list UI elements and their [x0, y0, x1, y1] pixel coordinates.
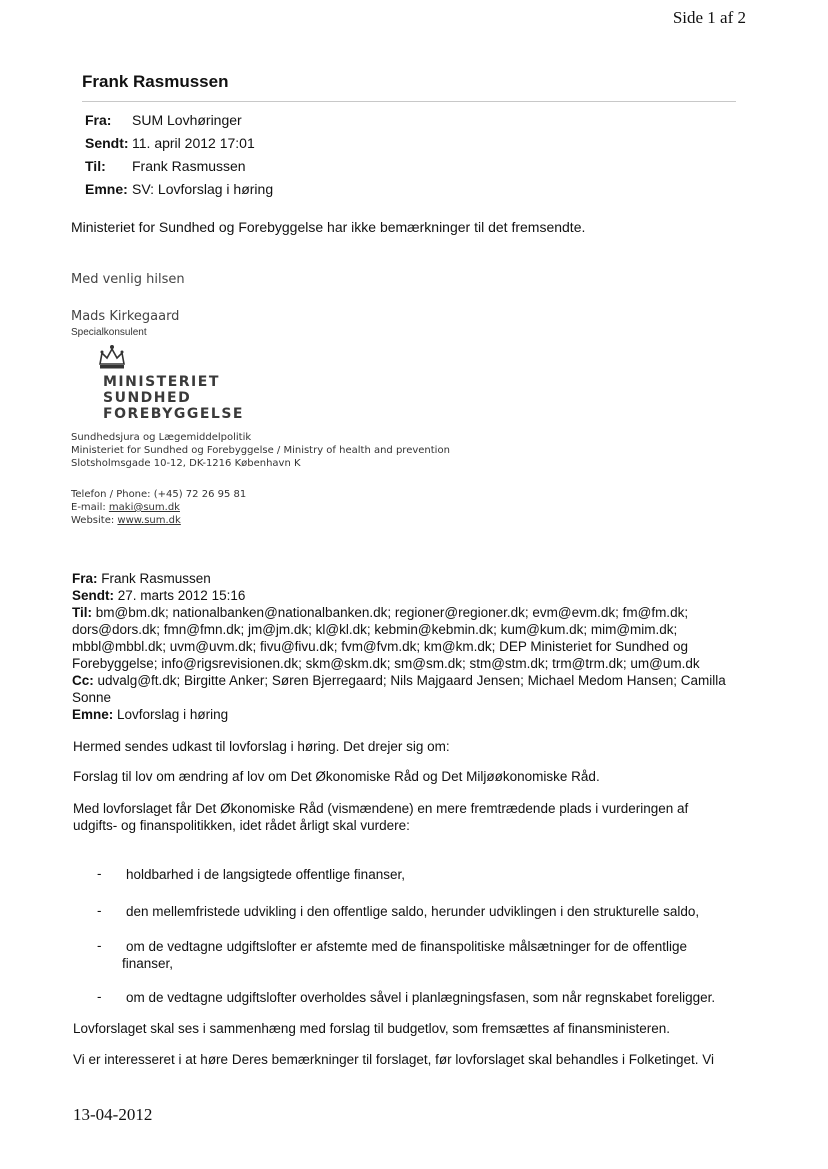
bullet-item-3-line-2: finanser, — [122, 956, 174, 971]
fwd-to-line-4: Forebyggelse; info@rigsrevisionen.dk; skm@skm.dk; sm@sm.dk; stm@stm.dk; trm@trm.dk; um@um.dk — [72, 656, 700, 671]
to-label: Til: — [85, 158, 106, 174]
sent-value: 11. april 2012 17:01 — [132, 135, 255, 151]
fwd-to-line-1: bm@bm.dk; nationalbanken@nationalbanken.dk; regioner@regioner.dk; evm@evm.dk; fm@fm.dk; — [95, 605, 689, 620]
bullet-item-3-line-1: om de vedtagne udgiftslofter er afstemte med de finanspolitiske målsætninger for de offentlige — [126, 939, 688, 954]
fwd-sent-label: Sendt: — [72, 588, 114, 603]
paragraph-intro: Hermed sendes udkast til lovforslag i høring. Det drejer sig om: — [73, 739, 450, 754]
bullet-item-2: den mellemfristede udvikling i den offentlige saldo, herunder udviklingen i den strukturelle saldo, — [126, 904, 700, 919]
bullet-dash-2: - — [97, 903, 102, 918]
paragraph-description — [73, 800, 753, 834]
fwd-from-label: Fra: — [72, 571, 98, 586]
logo-line-2: SUNDHED — [103, 390, 192, 406]
sent-label: Sendt: — [85, 135, 129, 151]
signature-address: Slotsholmsgade 10-12, DK-1216 København K — [71, 458, 301, 469]
bullet-dash-1: - — [97, 866, 102, 881]
bullet-item-1: holdbarhed i de langsigtede offentlige finanser, — [126, 867, 405, 882]
to-value: Frank Rasmussen — [132, 158, 246, 174]
fwd-cc-label: Cc: — [72, 673, 94, 688]
forwarded-sent — [72, 587, 752, 604]
subject-label: Emne: — [85, 181, 128, 197]
forwarded-subject — [72, 706, 752, 723]
sender-name: Frank Rasmussen — [82, 72, 229, 91]
logo-line-1: MINISTERIET — [103, 374, 220, 390]
signature-org-info — [71, 431, 450, 470]
forwarded-header — [72, 570, 752, 723]
forwarded-cc — [72, 672, 752, 689]
signature-name: Mads Kirkegaard — [71, 309, 180, 324]
signature-email-line — [71, 501, 246, 514]
bullet-dash-4: - — [97, 989, 102, 1004]
fwd-to-line-2: dors@dors.dk; fmn@fmn.dk; jm@jm.dk; kl@kl.dk; kebmin@kebmin.dk; kum@kum.dk; mim@mim.dk; — [72, 622, 678, 637]
signature-regards: Med venlig hilsen — [71, 272, 185, 287]
fwd-subject-label: Emne: — [72, 707, 114, 722]
page-number: Side 1 af 2 — [672, 8, 746, 27]
reply-body: Ministeriet for Sundhed og Forebyggelse har ikke bemærkninger til det fremsendte. — [71, 219, 586, 235]
fwd-subject-value: Lovforslag i høring — [117, 707, 229, 722]
website-label: Website: — [71, 515, 118, 526]
paragraph-description-line-2: udgifts- og finanspolitikken, idet rådet årligt skal vurdere: — [73, 818, 410, 833]
paragraph-description-line-1: Med lovforslaget får Det Økonomiske Råd (vismændene) en mere fremtrædende plads i vurderingen af — [73, 801, 689, 816]
email-link[interactable]: maki@sum.dk — [108, 502, 180, 513]
fwd-cc-line-2: Sonne — [72, 690, 112, 705]
signature-website-line — [71, 514, 246, 527]
email-label: E-mail: — [71, 502, 109, 513]
fwd-sent-value: 27. marts 2012 15:16 — [117, 588, 246, 603]
fwd-to-line-3: mbbl@mbbl.dk; uvm@uvm.dk; fivu@fivu.dk; fvm@fvm.dk; km@km.dk; DEP Ministeriet for Sundhed og — [72, 639, 688, 654]
forwarded-from — [72, 570, 752, 587]
signature-ministry: Ministeriet for Sundhed og Forebyggelse / Ministry of health and prevention — [71, 445, 450, 456]
website-link[interactable]: www.sum.dk — [117, 515, 181, 526]
header-sent — [85, 135, 255, 151]
from-value: SUM Lovhøringer — [132, 112, 242, 128]
paragraph-law-title: Forslag til lov om ændring af lov om Det Økonomiske Råd og Det Miljøøkonomiske Råd. — [73, 769, 600, 784]
forwarded-to — [72, 604, 752, 621]
fwd-to-label: Til: — [72, 605, 92, 620]
fwd-cc-line-1: udvalg@ft.dk; Birgitte Anker; Søren Bjerregaard; Nils Majgaard Jensen; Michael Medom Hansen; Camilla — [97, 673, 726, 688]
bullet-item-3 — [122, 938, 726, 972]
logo-line-3: FOREBYGGELSE — [103, 406, 244, 422]
footer-date: 13-04-2012 — [73, 1105, 153, 1124]
from-label: Fra: — [85, 112, 112, 128]
signature-contact — [71, 488, 246, 527]
signature-department: Sundhedsjura og Lægemiddelpolitik — [71, 432, 252, 443]
paragraph-comments-request: Vi er interesseret i at høre Deres bemærkninger til forslaget, før lovforslaget skal behandles i Folketinget. Vi — [73, 1052, 715, 1067]
header-from — [85, 112, 242, 128]
fwd-from-value: Frank Rasmussen — [101, 571, 211, 586]
header-subject — [85, 181, 273, 197]
signature-phone: Telefon / Phone: (+45) 72 26 95 81 — [71, 489, 247, 500]
subject-value: SV: Lovforslag i høring — [132, 181, 274, 197]
paragraph-budget-law: Lovforslaget skal ses i sammenhæng med forslag til budgetlov, som fremsættes af finansministeren. — [73, 1021, 671, 1036]
bullet-dash-3: - — [97, 938, 102, 953]
signature-title: Specialkonsulent — [71, 327, 147, 338]
header-to — [85, 158, 246, 174]
header-divider — [82, 101, 736, 102]
bullet-item-4: om de vedtagne udgiftslofter overholdes såvel i planlægningsfasen, som når regnskabet foreligger. — [126, 990, 716, 1005]
ministry-logo — [103, 374, 244, 422]
crown-icon — [96, 344, 128, 372]
